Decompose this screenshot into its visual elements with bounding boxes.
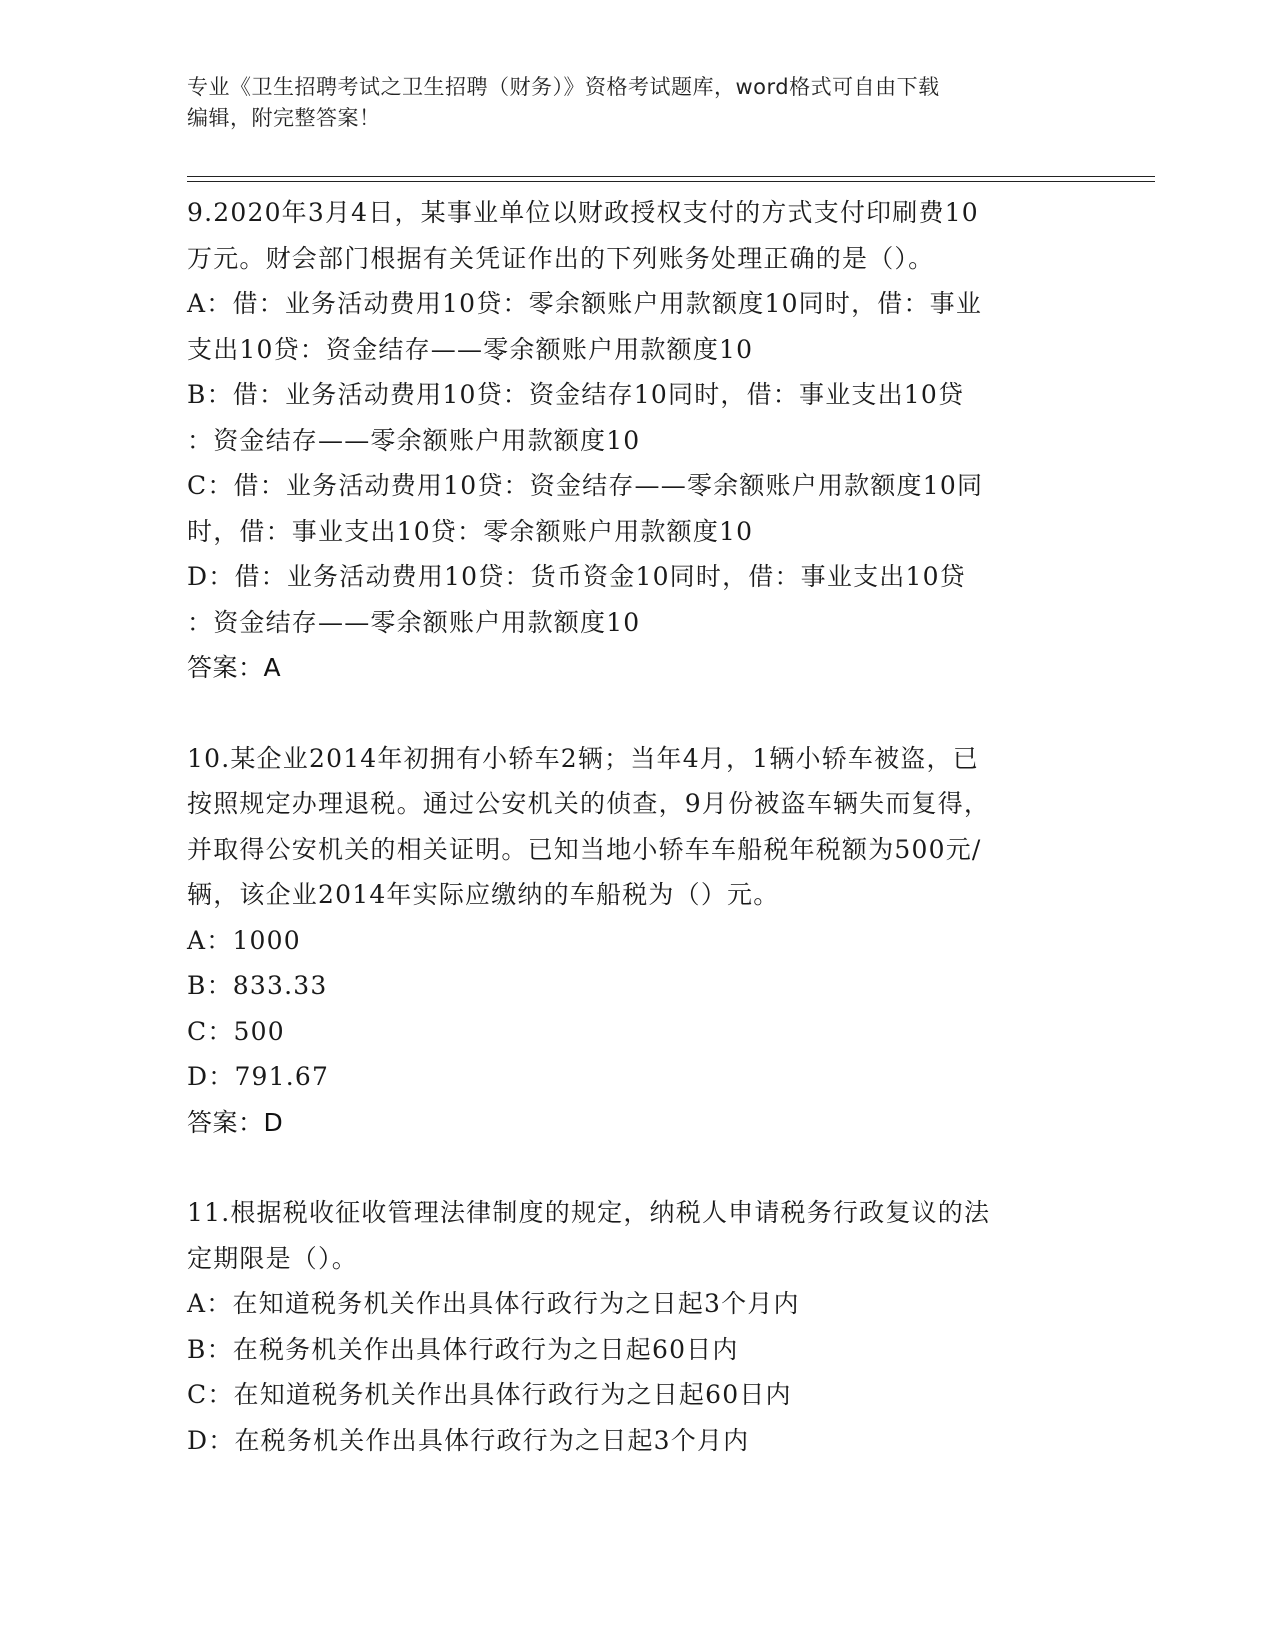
- option-b-continued: ：资金结存——零余额账户用款额度10: [187, 425, 641, 455]
- spacer: [187, 691, 1087, 736]
- header-line: 编辑，附完整答案！: [187, 106, 381, 130]
- question-stem-line: 10.某企业2014年初拥有小轿车2辆；当年4月，1辆小轿车被盗，已: [187, 743, 979, 773]
- option-d: D：借：业务活动费用10贷：货币资金10同时，借：事业支出10贷: [187, 562, 966, 591]
- option-a-continued: 支出10贷：资金结存——零余额账户用款额度10: [187, 334, 754, 364]
- question-stem-line: 定期限是（）。: [187, 1243, 358, 1273]
- option-a: A：在知道税务机关作出具体行政行为之日起3个月内: [187, 1289, 800, 1318]
- spacer: [187, 1145, 1087, 1190]
- answer-label: 答案：A: [187, 653, 282, 682]
- header-divider: [187, 181, 1155, 182]
- option-c: C：借：业务活动费用10贷：资金结存——零余额账户用款额度10同: [187, 471, 984, 500]
- option-b: B：在税务机关作出具体行政行为之日起60日内: [187, 1334, 739, 1364]
- question-stem-line: 11.根据税收征收管理法律制度的规定，纳税人申请税务行政复议的法: [187, 1198, 991, 1227]
- question-9: [187, 190, 1087, 645]
- option-c: C：在知道税务机关作出具体行政行为之日起60日内: [187, 1380, 792, 1409]
- option-d: D：在税务机关作出具体行政行为之日起3个月内: [187, 1425, 750, 1455]
- option-d-continued: ：资金结存——零余额账户用款额度10: [187, 607, 641, 637]
- question-stem-line: 9.2020年3月4日，某事业单位以财政授权支付的方式支付印刷费10: [187, 198, 979, 227]
- option-a: A：借：业务活动费用10贷：零余额账户用款额度10同时，借：事业: [187, 289, 983, 318]
- question-stem-line: 万元。财会部门根据有关凭证作出的下列账务处理正确的是（）。: [187, 243, 935, 273]
- option-c: C：500: [187, 1016, 285, 1046]
- header-line: 专业《卫生招聘考试之卫生招聘（财务）》资格考试题库，word格式可自由下载: [187, 75, 940, 99]
- question-list: [187, 190, 1087, 1463]
- option-d: D：791.67: [187, 1062, 330, 1091]
- option-c-continued: 时，借：事业支出10贷：零余额账户用款额度10: [187, 516, 754, 546]
- question-stem-line: 并取得公安机关的相关证明。已知当地小轿车车船税年税额为500元/: [187, 834, 982, 864]
- option-b: B：借：业务活动费用10贷：资金结存10同时，借：事业支出10贷: [187, 380, 965, 409]
- option-a: A：1000: [187, 925, 301, 955]
- question-stem-line: 按照规定办理退税。通过公安机关的侦查，9月份被盗车辆失而复得，: [187, 789, 991, 818]
- question-11: [187, 1190, 1087, 1463]
- question-10: [187, 736, 1087, 1100]
- header-divider: [187, 176, 1155, 177]
- document-header: [187, 72, 1087, 134]
- question-stem-line: 辆，该企业2014年实际应缴纳的车船税为（）元。: [187, 880, 780, 909]
- answer-label: 答案：D: [187, 1107, 284, 1137]
- option-b: B：833.33: [187, 971, 328, 1000]
